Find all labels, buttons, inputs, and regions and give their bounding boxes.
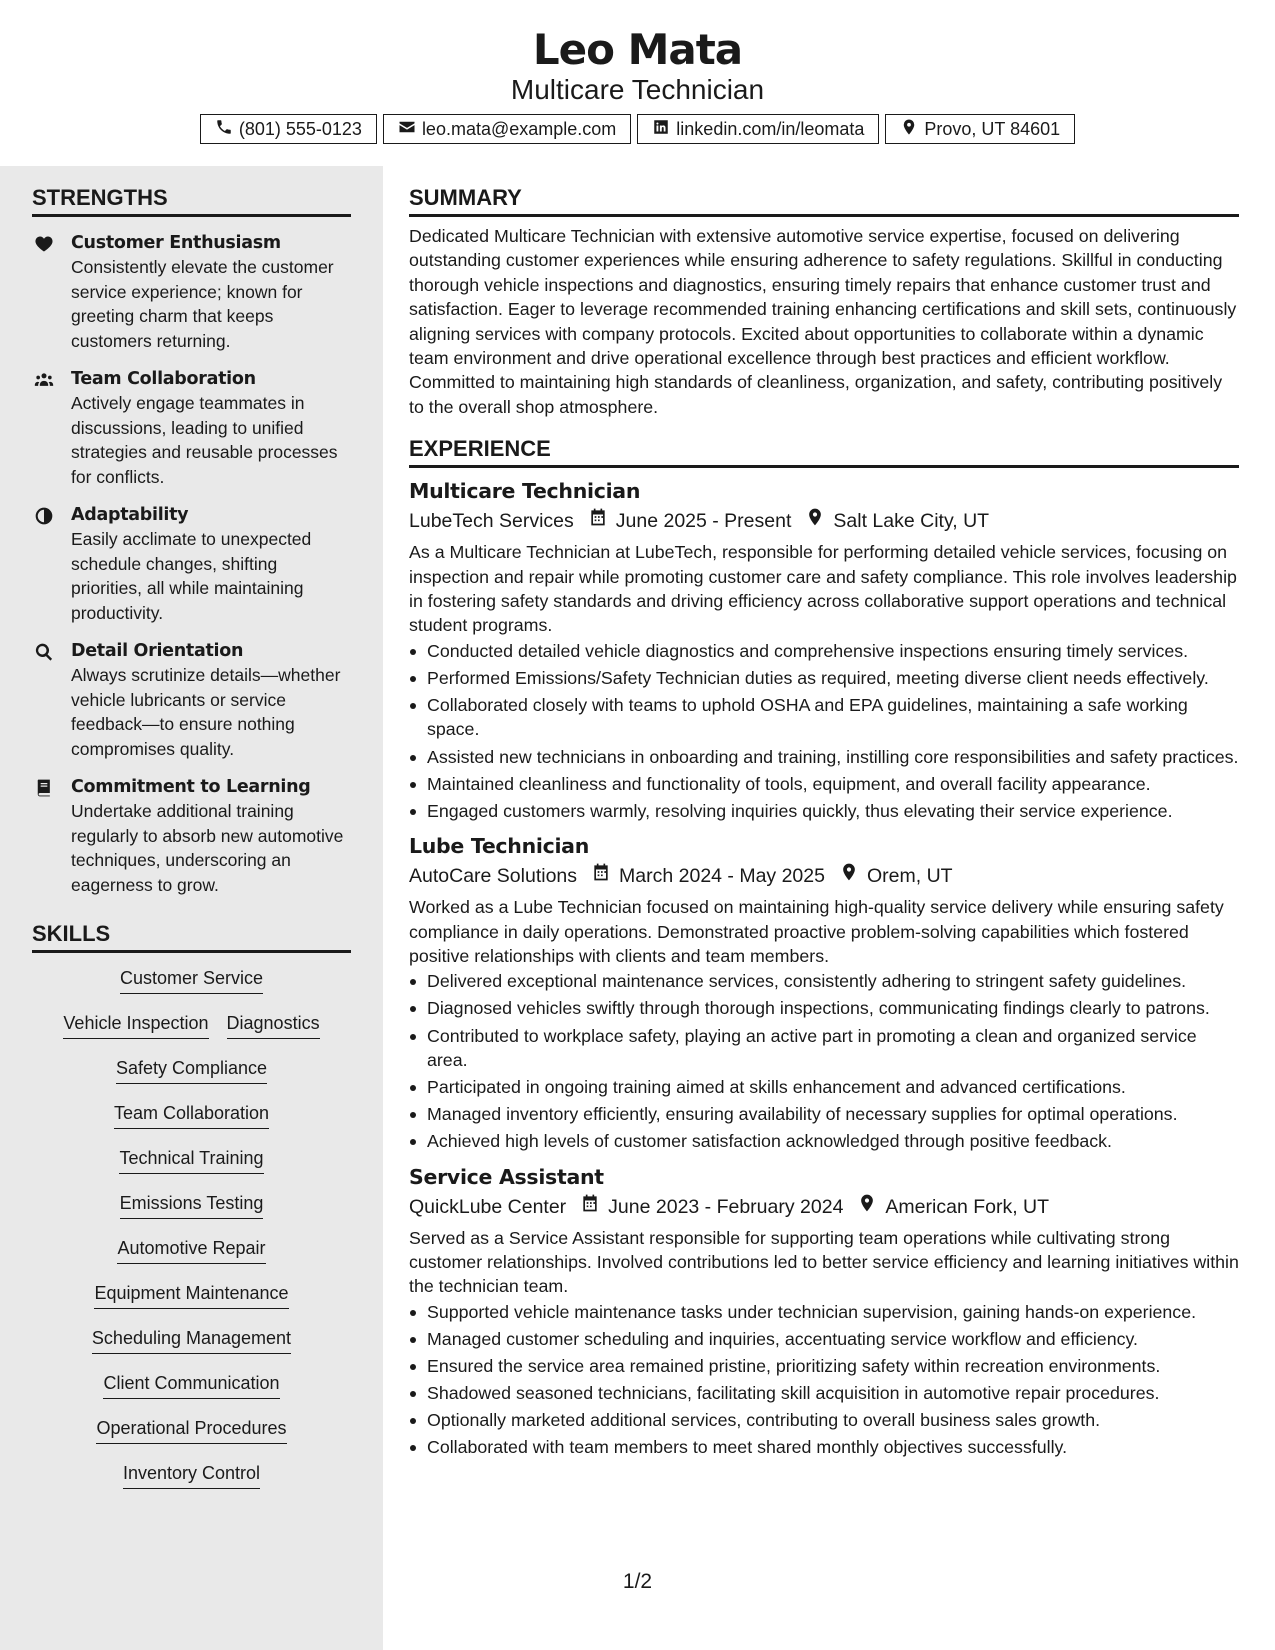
job-location: American Fork, UT — [885, 1195, 1050, 1218]
heart-icon — [34, 234, 54, 254]
job-entry — [409, 476, 1239, 823]
skill-tag: Safety Compliance — [116, 1055, 267, 1084]
company-name: AutoCare Solutions — [409, 865, 578, 888]
job-dates: March 2024 - May 2025 — [619, 865, 825, 888]
main-content — [409, 166, 1239, 1462]
list-item: Collaborated with team members to meet shared monthly objectives successfully. — [409, 1435, 1239, 1459]
linkedin-icon — [652, 118, 670, 141]
job-title: Multicare Technician — [409, 479, 641, 504]
list-item: Delivered exceptional maintenance services, consistently adhering to stringent safety guidelines. — [409, 969, 1239, 993]
magnifier-icon — [34, 642, 54, 662]
experience-section — [409, 435, 1239, 1460]
strengths-heading: STRENGTHS — [32, 184, 351, 217]
contact-linkedin — [637, 114, 879, 144]
linkedin-text: linkedin.com/in/leomata — [676, 118, 865, 139]
strength-description: Always scrutinize details—whether vehicle lubricants or service feedback—to ensure nothing compromises quality. — [71, 665, 341, 759]
skills-section — [32, 920, 351, 1505]
experience-heading: EXPERIENCE — [409, 435, 1239, 468]
strength-item — [32, 367, 351, 489]
job-bullets — [409, 969, 1239, 1153]
skill-tag: Technical Training — [119, 1145, 263, 1174]
strength-item — [32, 775, 351, 897]
phone-icon — [215, 118, 233, 141]
contact-bar — [0, 114, 1275, 144]
job-dates: June 2025 - Present — [615, 510, 792, 533]
job-dates: June 2023 - February 2024 — [608, 1195, 844, 1218]
job-description: As a Multicare Technician at LubeTech, responsible for performing detailed vehicle services, focusing on inspection and repair while promoting customer care and safety compliance. This role involves leadership in fostering safety standards and driving efficiency across collaborative support operations and technical student programs. — [409, 542, 1237, 636]
calendar-icon — [580, 1192, 600, 1222]
job-title: Service Assistant — [409, 1164, 604, 1189]
list-item: Assisted new technicians in onboarding and training, instilling core responsibilities and safety practices. — [409, 745, 1239, 769]
strength-title: Detail Orientation — [71, 641, 244, 661]
strength-title: Team Collaboration — [71, 369, 256, 389]
contact-email — [383, 114, 631, 144]
job-bullets — [409, 639, 1239, 823]
job-meta — [409, 861, 1239, 891]
location-text: Provo, UT 84601 — [924, 118, 1061, 139]
page-number: 1/2 — [622, 1570, 653, 1593]
skill-tag: Team Collaboration — [114, 1100, 269, 1129]
half-circle-icon — [34, 506, 54, 526]
strength-description: Actively engage teammates in discussions, leading to unified strategies and reusable processes for conflicts. — [71, 393, 338, 487]
company-name: LubeTech Services — [409, 510, 574, 533]
list-item: Participated in ongoing training aimed at skills enhancement and advanced certifications. — [409, 1075, 1239, 1099]
job-location: Orem, UT — [866, 865, 953, 888]
list-item: Ensured the service area remained pristine, prioritizing safety within recreation environments. — [409, 1354, 1239, 1378]
map-pin-icon — [805, 506, 825, 536]
list-item: Engaged customers warmly, resolving inquiries quickly, thus elevating their service experience. — [409, 799, 1239, 823]
list-item: Conducted detailed vehicle diagnostics and comprehensive inspections ensuring timely services. — [409, 639, 1239, 663]
skill-tag: Emissions Testing — [120, 1190, 264, 1219]
skills-list — [32, 965, 351, 1505]
strength-item — [32, 639, 351, 761]
job-location: Salt Lake City, UT — [833, 510, 990, 533]
list-item: Managed customer scheduling and inquiries, accentuating service workflow and efficiency. — [409, 1327, 1239, 1351]
strength-title: Customer Enthusiasm — [71, 233, 281, 253]
envelope-icon — [398, 118, 416, 141]
summary-heading: SUMMARY — [409, 184, 1239, 217]
list-item: Performed Emissions/Safety Technician duties as required, meeting diverse client needs effectively. — [409, 666, 1239, 690]
map-pin-icon — [900, 118, 918, 141]
skills-heading: SKILLS — [32, 920, 351, 953]
strength-title: Commitment to Learning — [71, 777, 311, 797]
list-item: Managed inventory efficiently, ensuring availability of necessary supplies for optimal operations. — [409, 1102, 1239, 1126]
candidate-name: Leo Mata — [532, 25, 743, 74]
strengths-section — [32, 184, 351, 897]
strength-item — [32, 503, 351, 625]
map-pin-icon — [839, 861, 859, 891]
job-entry — [409, 831, 1239, 1154]
strength-item — [32, 231, 351, 353]
candidate-title: Multicare Technician — [510, 74, 765, 105]
skill-tag: Client Communication — [103, 1370, 279, 1399]
skill-tag: Operational Procedures — [96, 1415, 286, 1444]
job-title: Lube Technician — [409, 834, 590, 859]
email-text: leo.mata@example.com — [421, 118, 617, 139]
skill-tag: Diagnostics — [227, 1010, 320, 1039]
strength-description: Easily acclimate to unexpected schedule changes, shifting priorities, all while maintaining productivity. — [71, 529, 312, 623]
list-item: Contributed to workplace safety, playing an active part in promoting a clean and organized service area. — [409, 1024, 1239, 1073]
book-icon — [34, 778, 54, 798]
contact-location — [885, 114, 1075, 144]
resume-header — [0, 0, 1275, 166]
calendar-icon — [591, 861, 611, 891]
company-name: QuickLube Center — [409, 1195, 567, 1218]
skill-tag: Inventory Control — [123, 1460, 260, 1489]
list-item: Shadowed seasoned technicians, facilitating skill acquisition in automotive repair procedures. — [409, 1381, 1239, 1405]
summary-text: Dedicated Multicare Technician with extensive automotive service expertise, focused on delivering outstanding customer experiences while ensuring adherence to safety regulations. Skillful in conducting thorough vehicle inspections and diagnostics, ensuring timely repairs that enhance customer trust and satisfaction. Eager to leverage recommended training enhancing certifications and skill sets, continuously aligning services with company protocols. Excited about opportunities to collaborate within a dynamic team environment and drive operational excellence through best practices and efficient workflow. Committed to maintaining high standards of cleanliness, organization, and safety, contributing positively to the overall shop atmosphere. — [409, 226, 1237, 417]
calendar-icon — [588, 506, 608, 536]
strength-description: Consistently elevate the customer service experience; known for greeting charm that keeps customers returning. — [71, 257, 334, 351]
sidebar — [0, 166, 383, 1650]
job-bullets — [409, 1300, 1239, 1460]
job-description: Served as a Service Assistant responsible for supporting team operations while cultivating strong customer relationships. Involved contributions led to better service efficiency and learning initiatives within the technician team. — [409, 1227, 1239, 1297]
map-pin-icon — [857, 1192, 877, 1222]
skill-tag: Equipment Maintenance — [94, 1280, 288, 1309]
list-item: Supported vehicle maintenance tasks under technician supervision, gaining hands-on experience. — [409, 1300, 1239, 1324]
phone-text: (801) 555-0123 — [238, 118, 362, 139]
skill-tag: Customer Service — [120, 965, 263, 994]
contact-phone — [200, 114, 377, 144]
skill-tag: Vehicle Inspection — [63, 1010, 208, 1039]
list-item: Diagnosed vehicles swiftly through thorough inspections, communicating findings clearly to patrons. — [409, 996, 1239, 1020]
summary-section — [409, 184, 1239, 419]
list-item: Maintained cleanliness and functionality of tools, equipment, and overall facility appearance. — [409, 772, 1239, 796]
skill-tag: Scheduling Management — [92, 1325, 291, 1354]
strength-description: Undertake additional training regularly to absorb new automotive techniques, underscoring an eagerness to grow. — [71, 801, 344, 895]
list-item: Collaborated closely with teams to uphold OSHA and EPA guidelines, maintaining a safe working space. — [409, 693, 1239, 742]
job-meta — [409, 506, 1239, 536]
job-entry — [409, 1162, 1239, 1460]
users-icon — [34, 370, 54, 390]
list-item: Achieved high levels of customer satisfaction acknowledged through positive feedback. — [409, 1129, 1239, 1153]
strength-title: Adaptability — [71, 505, 189, 525]
list-item: Optionally marketed additional services, contributing to overall business sales growth. — [409, 1408, 1239, 1432]
job-description: Worked as a Lube Technician focused on maintaining high-quality service delivery while ensuring safety compliance in daily operations. Demonstrated proactive problem-solving capabilities which fostered positive relationships with clients and team members. — [409, 897, 1224, 966]
job-meta — [409, 1192, 1239, 1222]
skill-tag: Automotive Repair — [117, 1235, 265, 1264]
